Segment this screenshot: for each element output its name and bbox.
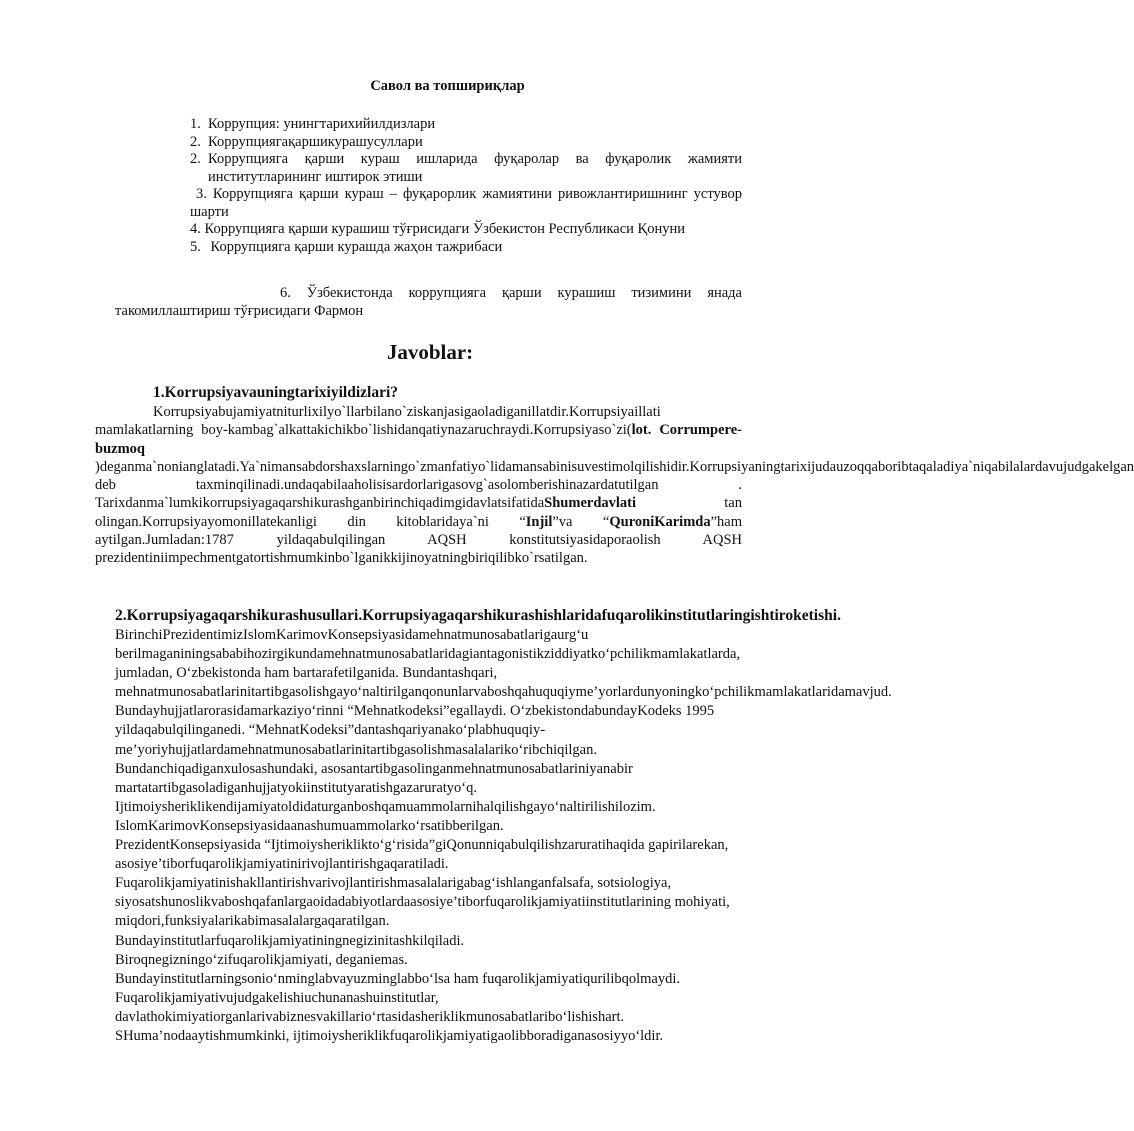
section-2-paragraph: Fuqarolikjamiyatinishakllantirishvarivojlantirishmasalalarigabag‘ishlanganfalsafa, sotsiologiya, siyosatshunoslikvaboshqafanlargaoidadabiyotlardaasosiye’tiborfuqarolikjamiyatiinstitutlarining mohiyati, miqdori,funksiyalarikabimasalalargaqaratilgan. — [115, 875, 730, 930]
question-six-text: 6. Ўзбекистонда коррупцияга қарши курашиш тизимини янада такомиллаштириш тўғрисидаги Фармон — [115, 285, 742, 319]
question-item — [190, 186, 742, 221]
section-2-paragraph: Bundayinstitutlarfuqarolikjamiyatiningnegizinitashkilqiladi. — [115, 932, 465, 949]
section-2-paragraph: Biroqnegizningo‘zifuqarolikjamiyati, deganiemas. — [115, 951, 408, 968]
section-2-paragraph: Bundayinstitutlarningsonio‘nminglabvayuzminglabbo‘lsa ham fuqarolikjamiyatiqurilibqolmaydi. — [115, 970, 681, 987]
answers-heading: Javoblar: — [386, 340, 474, 364]
section-2-paragraph: SHuma’nodaaytishmumkinki, ijtimoiysheriklikfuqarolikjamiyatigaolibboradiganasosiyyo‘ldir. — [115, 1027, 664, 1044]
question-six — [115, 284, 742, 320]
section-1-text: Korrupsiyabujamiyatniturlixilyo`llarbilano`ziskanjasigaoladiganillatdir.Korrupsiyaillati mamlakatlarning boy-kambag`alkattakichikbo`lishidanqatiynazaruchraydi.Korrupsiyaso`zi( — [95, 404, 661, 439]
question-number: 3. — [196, 186, 207, 202]
section-2-paragraph: PrezidentKonsepsiyasida “Ijtimoiysheriklikto‘g‘risida”giQonunniqabulqilishzaruratihaqida gapirilarekan, asosiye’tiborfuqarolikjamiyatinirivojlantirishgaqaratiladi. — [115, 837, 729, 873]
section-1-bold-term: lot. Corrumpere-buzmoq — [95, 422, 742, 457]
question-item — [190, 134, 742, 152]
question-text: Коррупция: унингтарихийилдизлари — [208, 116, 436, 132]
question-number: 2. — [190, 151, 201, 167]
section-1-text: ”va “ — [552, 513, 610, 530]
answer-section-2 — [115, 606, 892, 1046]
section-2-heading: 2.Korrupsiyagaqarshikurashusullari.Korrupsiyagaqarshikurashishlaridafuqarolikinstitutlaringishtiroketishi. — [115, 607, 841, 624]
section-2-paragraph: Fuqarolikjamiyativujudgakelishiuchunanashuinstitutlar, davlathokimiyatiorganlarivabiznesvakillario‘rtasidasheriklikmunosabatlaribo‘lishishart. — [115, 989, 625, 1025]
section-2-paragraph: IslomKarimovKonsepsiyasidaanashumuammolarko‘rsatibberilgan. — [115, 817, 504, 834]
question-number: 4. — [190, 221, 201, 237]
section-1-text: tan olingan.Korrupsiyayomonillatekanligi din kitoblaridaya`ni “ — [95, 495, 742, 530]
question-item — [190, 239, 742, 257]
section-1-bold-term: QuroniKarimda — [609, 513, 711, 530]
answer-section-1 — [95, 383, 1134, 568]
question-item — [190, 151, 742, 186]
section-1-text: )deganma`nonianglatadi.Ya`nimansabdorshaxslarningo`zmanfatiyo`lidamansabinisuvestimolqilishidir.Korrupsiyaningtarixijudauzoqqaboribtaqaladiya`niqabilalardavujudgakelgan deb taxminqilinadi.undaqabilaaholisisardorlarigasovg`asolomberishinazardatutilgan . Tarixdanma`lumkikorrupsiyagaqarshikurashganbirinchiqadimgidavlatsifatida — [95, 458, 1134, 512]
question-text: Коррупцияга қарши кураш – фуқарорлик жамиятини ривожлантиришнинг устувор шарти — [190, 186, 742, 220]
question-text: Коррупциягақаршикурашусуллари — [208, 133, 423, 150]
question-item — [190, 116, 742, 134]
question-number: 1. — [190, 116, 201, 132]
section-2-paragraph: BirinchiPrezidentimizIslomKarimovKonsepsiyasidamehnatmunosabatlarigaurg‘u berilmaganiningsababihozirgikundamehnatmunosabatlaridagiantagonistikziddiyatko‘pchilikmamlakatlarda, jumladan, O‘zbekistonda ham bartarafetilganida. Bundantashqari, mehnatmunosabatlarinitartibgasolishgayo‘naltirilganqonunlarvaboshqahuquqiyme’yorlardunyoningko‘pchilikmamlakatlaridamavjud. Bundayhujjatlarorasidamarkaziyo‘rinni “Mehnatkodeksi”egallaydi. O‘zbekistondabundayKodeks 1995 yildaqabulqilinganedi. “MehnatKodeksi”dantashqariyanako‘plabhuquqiy-me’yoriyhujjatlardamehnatmunosabatlarinitartibgasolishmasalalariko‘ribchiqilgan. — [115, 627, 892, 758]
question-text: Коррупцияга қарши курашда жаҳон тажрибаси — [210, 238, 503, 255]
section-1-bold-term: Shumerdavlati — [544, 495, 637, 512]
section-2-paragraph: Bundanchiqadiganxulosashundaki, asosantartibgasolinganmehnatmunosabatlariniyanabir martatartibgasoladiganhujjatyokiinstitutyaratishgazaruratyo‘q. — [115, 760, 633, 796]
page-title: Савол ва топшириқлар — [370, 78, 525, 94]
question-item — [190, 221, 742, 239]
question-text: Коррупцияга қарши кураш ишларида фуқаролар ва фуқаролик жамияти институтларининг иштирок этиши — [208, 151, 742, 185]
question-text: Коррупцияга қарши курашиш тўғрисидаги Ўзбекистон Республикаси Қонуни — [204, 221, 685, 237]
section-1-heading: 1.Korrupsiyavauningtarixiyildizlari? — [153, 384, 399, 401]
section-2-paragraph: Ijtimoiysheriklikendijamiyatoldidaturganboshqamuammolarnihalqilishgayo‘naltirilishilozim. — [115, 798, 656, 815]
question-number: 2. — [190, 133, 201, 150]
section-1-body — [95, 403, 1134, 568]
section-1-text: ”ham aytilgan.Jumladan:1787 yildaqabulqilingan AQSH konstitutsiyasidaporaolish AQSH prezidentiniimpechmentgatortishmumkinbo`lganikkijinoyatningbiriqilibko`rsatilgan. — [95, 513, 743, 567]
question-number: 5. — [190, 238, 201, 255]
section-1-bold-term: Injil — [525, 513, 553, 530]
question-list — [190, 116, 742, 256]
